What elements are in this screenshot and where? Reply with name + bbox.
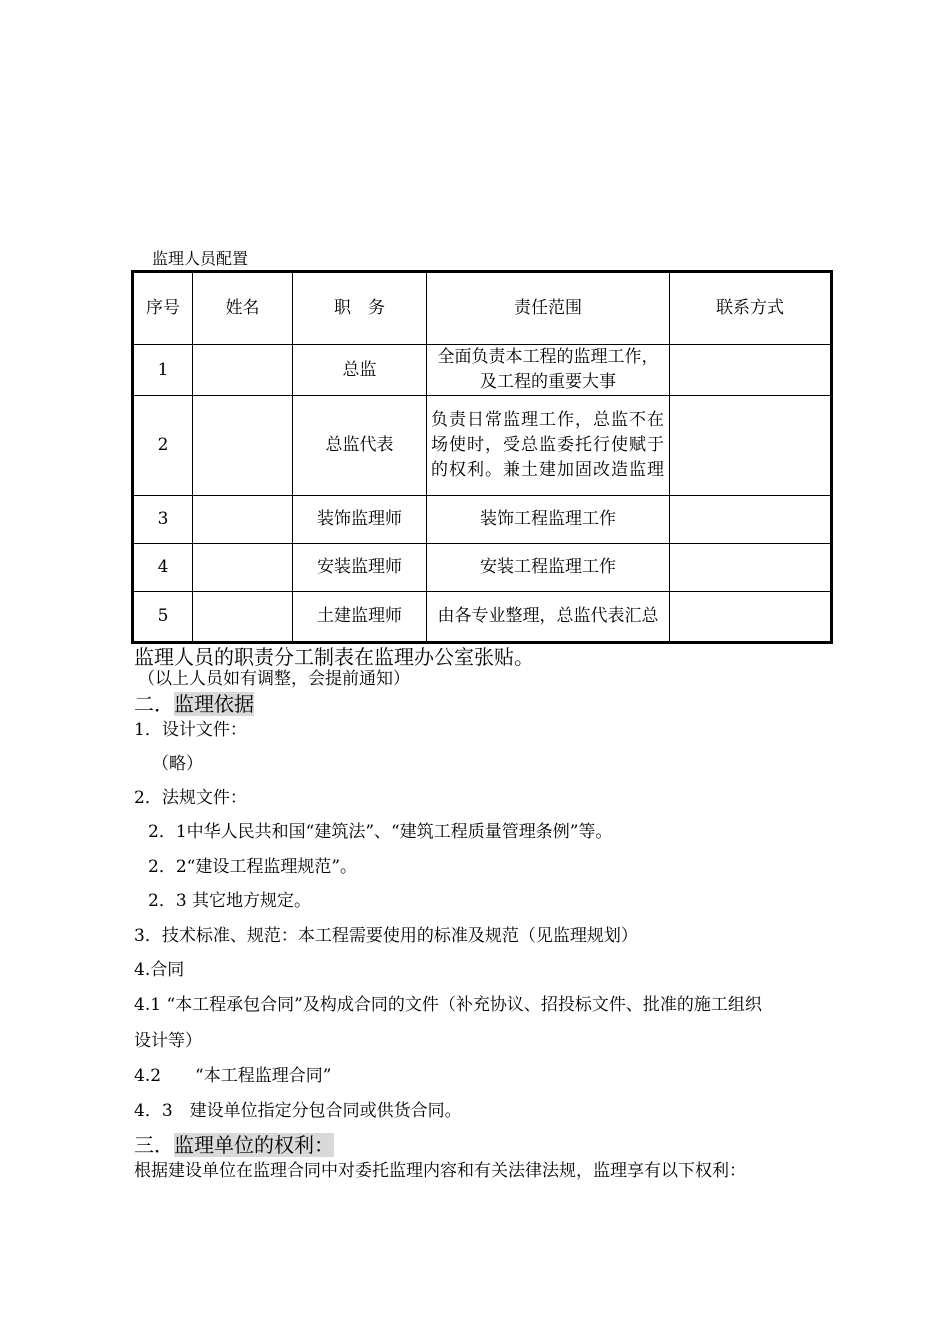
header-cell: 联系方式 — [670, 273, 831, 345]
basis-item: 2．法规文件： — [134, 788, 247, 808]
basis-item: 2．2“建设工程监理规范”。 — [148, 857, 358, 877]
cell-scope: 负责日常监理工作，总监不在场使时，受总监委托行使赋于的权利。兼土建加固改造监理 — [427, 396, 670, 496]
cell-contact — [670, 396, 831, 496]
cell-no: 3 — [134, 496, 193, 544]
cell-role: 安装监理师 — [293, 544, 427, 592]
section-3-intro: 根据建设单位在监理合同中对委托监理内容和有关法律法规，监理享有以下权利： — [134, 1161, 746, 1181]
adjust-note: （以上人员如有调整，会提前通知） — [138, 669, 410, 689]
cell-role: 总监 — [293, 345, 427, 396]
cell-role: 装饰监理师 — [293, 496, 427, 544]
basis-item: 4.合同 — [134, 960, 185, 980]
basis-item: 设计等） — [134, 1031, 202, 1051]
header-cell: 责任范围 — [427, 273, 670, 345]
header-cell: 序号 — [134, 273, 193, 345]
cell-scope: 安装工程监理工作 — [427, 544, 670, 592]
cell-no: 2 — [134, 396, 193, 496]
cell-contact — [670, 345, 831, 396]
cell-scope: 全面负责本工程的监理工作，及工程的重要大事 — [427, 345, 670, 396]
section-2-title: 监理依据 — [174, 692, 254, 716]
header-cell: 姓名 — [193, 273, 293, 345]
cell-name — [193, 496, 293, 544]
cell-name — [193, 592, 293, 642]
table-header-row — [134, 273, 831, 345]
cell-scope: 装饰工程监理工作 — [427, 496, 670, 544]
basis-item: 1．设计文件： — [134, 720, 247, 740]
cell-scope: 由各专业整理，总监代表汇总 — [427, 592, 670, 642]
cell-contact — [670, 544, 831, 592]
header-cell: 职 务 — [293, 273, 427, 345]
cell-name — [193, 544, 293, 592]
cell-no: 4 — [134, 544, 193, 592]
table-row — [134, 592, 831, 642]
basis-item: 3．技术标准、规范：本工程需要使用的标准及规范（见监理规划） — [134, 926, 638, 946]
posting-note: 监理人员的职责分工制表在监理办公室张贴。 — [134, 645, 534, 669]
section-3-heading — [134, 1132, 334, 1158]
cell-no: 1 — [134, 345, 193, 396]
cell-name — [193, 396, 293, 496]
section-3-number: 三． — [134, 1133, 174, 1157]
cell-no: 5 — [134, 592, 193, 642]
basis-item: 4．3 建设单位指定分包合同或供货合同。 — [134, 1101, 462, 1121]
cell-contact — [670, 592, 831, 642]
staff-table — [133, 272, 831, 642]
table-row — [134, 396, 831, 496]
basis-item: 4.1 “本工程承包合同”及构成合同的文件（补充协议、招投标文件、批准的施工组织 — [134, 995, 762, 1015]
table-caption: 监理人员配置 — [152, 249, 249, 268]
table-row — [134, 345, 831, 396]
cell-role: 总监代表 — [293, 396, 427, 496]
basis-item: 2．3 其它地方规定。 — [148, 891, 312, 911]
basis-item: 4.2 “本工程监理合同” — [134, 1066, 332, 1086]
cell-contact — [670, 496, 831, 544]
cell-role: 土建监理师 — [293, 592, 427, 642]
table-row — [134, 544, 831, 592]
section-2-number: 二． — [134, 692, 174, 716]
section-2-heading — [134, 691, 254, 717]
basis-item: 2．1中华人民共和国“建筑法”、“建筑工程质量管理条例”等。 — [148, 822, 613, 842]
basis-item: （略） — [152, 754, 203, 774]
section-3-title: 监理单位的权利： — [174, 1133, 334, 1157]
table-row — [134, 496, 831, 544]
cell-name — [193, 345, 293, 396]
